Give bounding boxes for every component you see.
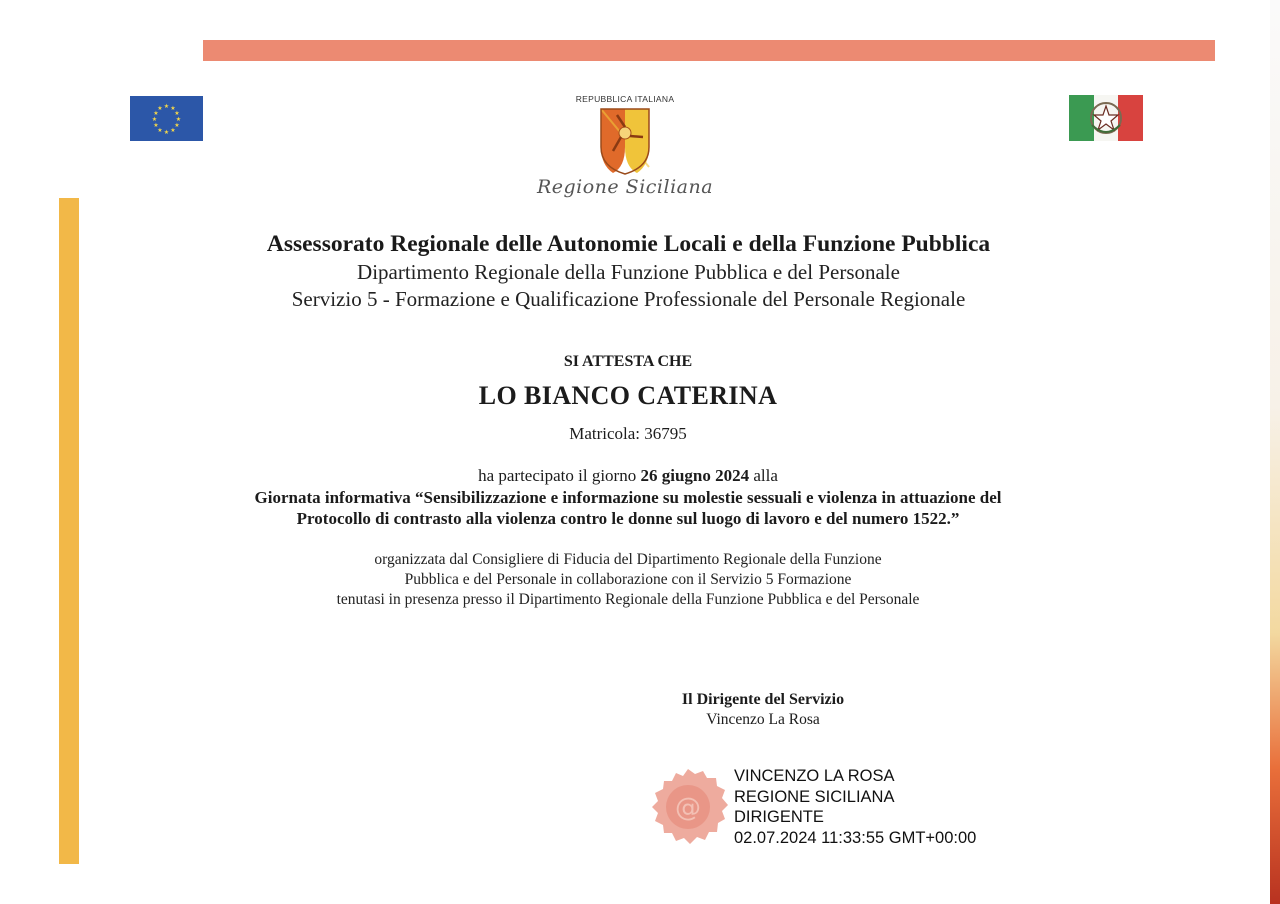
signature-line-3: DIRIGENTE [734, 808, 824, 826]
signature-line-1: VINCENZO LA ROSA [734, 767, 895, 785]
svg-text:★: ★ [153, 122, 159, 129]
si-attesta-label: SI ATTESTA CHE [563, 353, 693, 370]
regione-siciliana-label: Regione Siciliana [536, 176, 714, 198]
event-title-line-1: Giornata informativa “Sensibilizzazione e informazione su molestie sessuali e violenza in attuazione del [254, 488, 1002, 507]
matricola-label: Matricola: [569, 424, 641, 443]
svg-text:★: ★ [174, 110, 180, 117]
signature-line-4: 02.07.2024 11:33:55 GMT+00:00 [734, 828, 977, 847]
organization-line-3: tenutasi in presenza presso il Dipartimento Regionale della Funzione Pubblica e del Personale [336, 591, 920, 608]
matricola-row [440, 424, 816, 444]
event-title [150, 487, 1106, 529]
svg-text:★: ★ [157, 105, 163, 112]
digital-signature-info [734, 766, 1034, 848]
svg-text:★: ★ [174, 122, 180, 129]
signature-line-2: REGIONE SICILIANA [734, 787, 895, 806]
svg-text:★: ★ [151, 116, 158, 123]
svg-text:★: ★ [157, 127, 163, 134]
scan-edge [1270, 0, 1280, 904]
assessorato-heading: Assessorato Regionale delle Autonomie Locali e della Funzione Pubblica [266, 231, 991, 257]
eu-flag-icon [130, 96, 203, 141]
repubblica-label: REPUBBLICA ITALIANA [575, 94, 675, 104]
svg-text:★: ★ [175, 116, 182, 123]
left-decorative-bar [59, 198, 79, 864]
partecipation-line [200, 466, 1056, 486]
event-title-line-2: Protocollo di contrasto alla violenza contro le donne sul luogo di lavoro e del numero 1522.” [296, 509, 960, 528]
partecipato-suffix: alla [753, 466, 778, 485]
svg-text:★: ★ [163, 103, 170, 110]
top-decorative-bar [203, 40, 1215, 61]
servizio-subheading: Servizio 5 - Formazione e Qualificazione Professionale del Personale Regionale [291, 287, 966, 311]
organization-line-2: Pubblica e del Personale in collaborazione con il Servizio 5 Formazione [404, 571, 852, 588]
dipartimento-subheading: Dipartimento Regionale della Funzione Pubblica e del Personale [357, 260, 900, 284]
header-block [130, 229, 1127, 313]
italian-emblem-icon [1069, 95, 1143, 141]
partecipato-prefix: ha partecipato il giorno [478, 466, 637, 485]
matricola-value: 36795 [644, 424, 687, 443]
organization-line-1: organizzata dal Consigliere di Fiducia del Dipartimento Regionale della Funzione [374, 551, 882, 568]
organization-block [200, 550, 1056, 610]
signatory-name: Vincenzo La Rosa [706, 711, 820, 728]
event-date: 26 giugno 2024 [640, 466, 750, 485]
svg-text:★: ★ [163, 129, 170, 136]
recipient-name: LO BIANCO CATERINA [478, 381, 778, 410]
svg-text:★: ★ [170, 127, 176, 134]
signatory-block [640, 690, 886, 730]
digital-signature-seal-icon [645, 766, 731, 852]
signatory-title: Il Dirigente del Servizio [681, 691, 845, 708]
svg-text:@: @ [675, 793, 701, 823]
trinacria-shield-icon [599, 107, 651, 175]
svg-text:★: ★ [153, 110, 159, 117]
svg-text:★: ★ [170, 105, 176, 112]
